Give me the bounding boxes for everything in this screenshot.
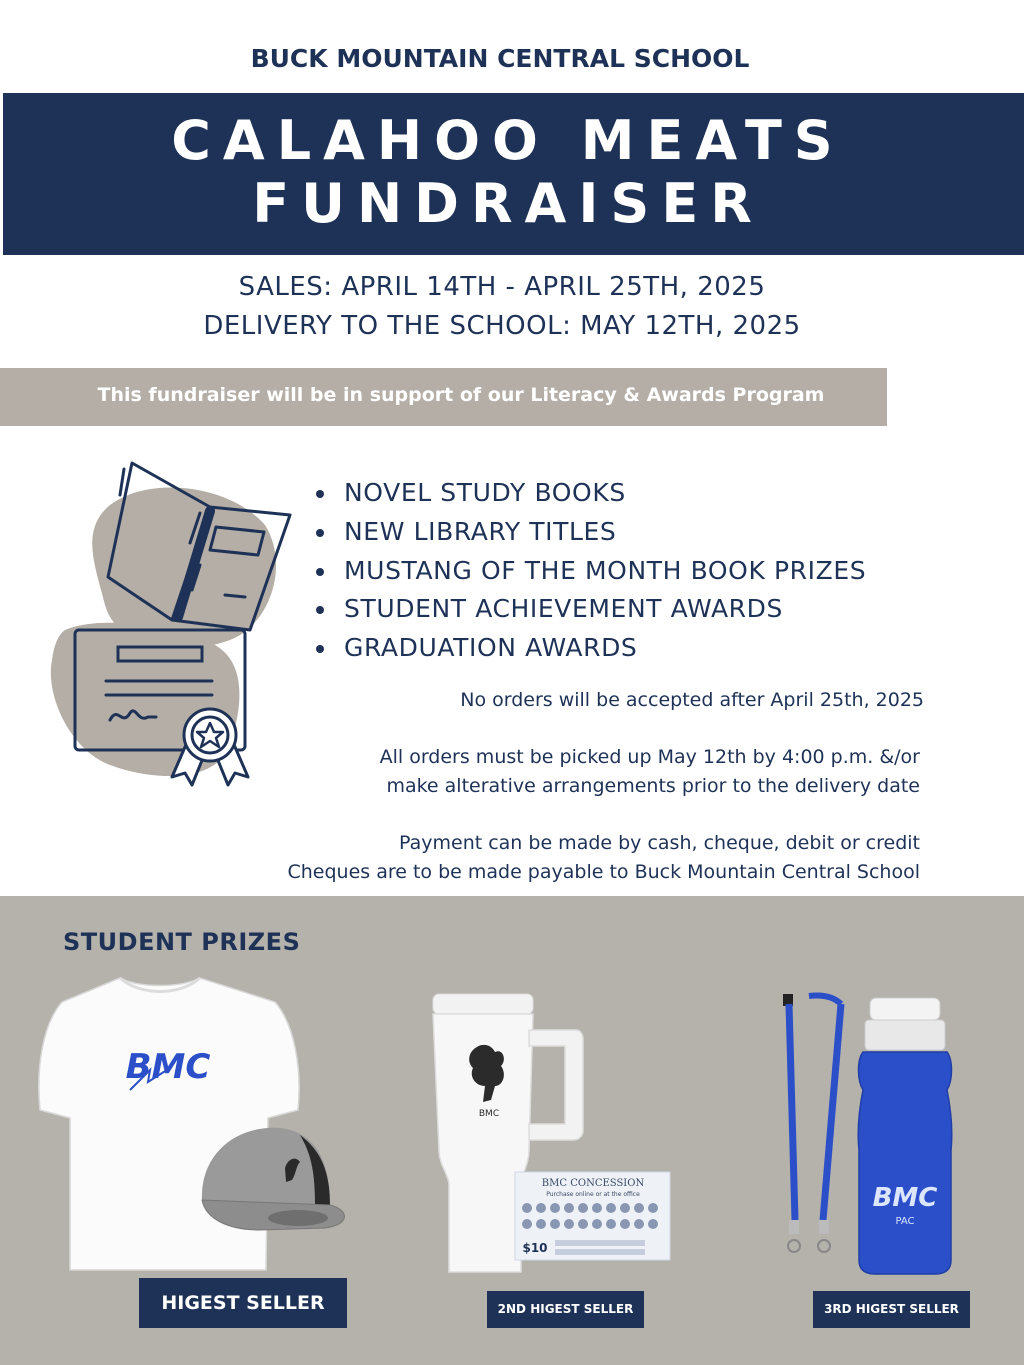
card-amount: $10 bbox=[522, 1241, 548, 1255]
order-deadline: No orders will be accepted after April 25th, 2025 bbox=[460, 689, 924, 711]
list-item-text: STUDENT ACHIEVEMENT AWARDS bbox=[344, 594, 783, 624]
list-item bbox=[312, 552, 866, 591]
lanyard-and-bottle-image bbox=[775, 990, 975, 1280]
list-item-text: NOVEL STUDY BOOKS bbox=[344, 478, 626, 507]
list-item-text: NEW LIBRARY TITLES bbox=[344, 516, 617, 546]
payment-line-1: Payment can be made by cash, cheque, debit or credit bbox=[399, 832, 920, 854]
list-item-text: GRADUATION AWARDS bbox=[344, 633, 638, 663]
bullet-dot bbox=[316, 568, 324, 576]
list-item bbox=[312, 629, 866, 668]
bullet-dot bbox=[316, 490, 324, 498]
title-line-1: CALAHOO MEATS bbox=[171, 109, 845, 172]
pickup-line-2: make alterative arrangements prior to the delivery date bbox=[386, 775, 920, 797]
bottle-logo: BMC bbox=[872, 1183, 938, 1213]
card-subtitle: Purchase online or at the office bbox=[546, 1191, 640, 1198]
support-list bbox=[312, 474, 866, 668]
first-prize-label: HIGEST SELLER bbox=[139, 1278, 347, 1328]
water-bottle-icon bbox=[858, 998, 952, 1274]
bullet-dot bbox=[316, 606, 324, 614]
bullet-dot bbox=[316, 529, 324, 537]
bullet-dot bbox=[316, 645, 324, 653]
sales-dates: SALES: APRIL 14TH - APRIL 25TH, 2025 bbox=[238, 272, 766, 302]
school-name: BUCK MOUNTAIN CENTRAL SCHOOL bbox=[250, 44, 750, 73]
prizes-title: STUDENT PRIZES bbox=[63, 928, 301, 956]
list-item bbox=[312, 474, 866, 513]
tshirt-and-cap-image bbox=[30, 970, 350, 1280]
list-item bbox=[312, 513, 866, 552]
bottle-sub: PAC bbox=[895, 1216, 915, 1227]
third-prize-label: 3RD HIGEST SELLER bbox=[813, 1291, 970, 1328]
literacy-illustration bbox=[40, 455, 300, 795]
title-banner bbox=[3, 93, 1024, 255]
list-item-text: MUSTANG OF THE MONTH BOOK PRIZES bbox=[344, 555, 867, 585]
list-item bbox=[312, 590, 866, 629]
tumbler-and-card-image bbox=[425, 990, 685, 1280]
lanyard-icon bbox=[783, 994, 841, 1252]
pickup-line-1: All orders must be picked up May 12th by 4:00 p.m. &/or bbox=[379, 746, 920, 768]
second-prize-label: 2ND HIGEST SELLER bbox=[487, 1291, 644, 1328]
support-banner bbox=[0, 368, 887, 426]
title-line-2: FUNDRAISER bbox=[252, 172, 764, 235]
card-title: BMC CONCESSION bbox=[541, 1178, 645, 1189]
payment-line-2: Cheques are to be made payable to Buck Mountain Central School bbox=[287, 861, 920, 883]
svg-text:BMC: BMC bbox=[478, 1109, 500, 1119]
support-text: This fundraiser will be in support of our Literacy & Awards Program bbox=[97, 384, 825, 406]
delivery-date: DELIVERY TO THE SCHOOL: MAY 12TH, 2025 bbox=[203, 311, 801, 341]
concession-card-icon bbox=[515, 1172, 670, 1260]
shirt-logo: BMC bbox=[125, 1047, 211, 1087]
